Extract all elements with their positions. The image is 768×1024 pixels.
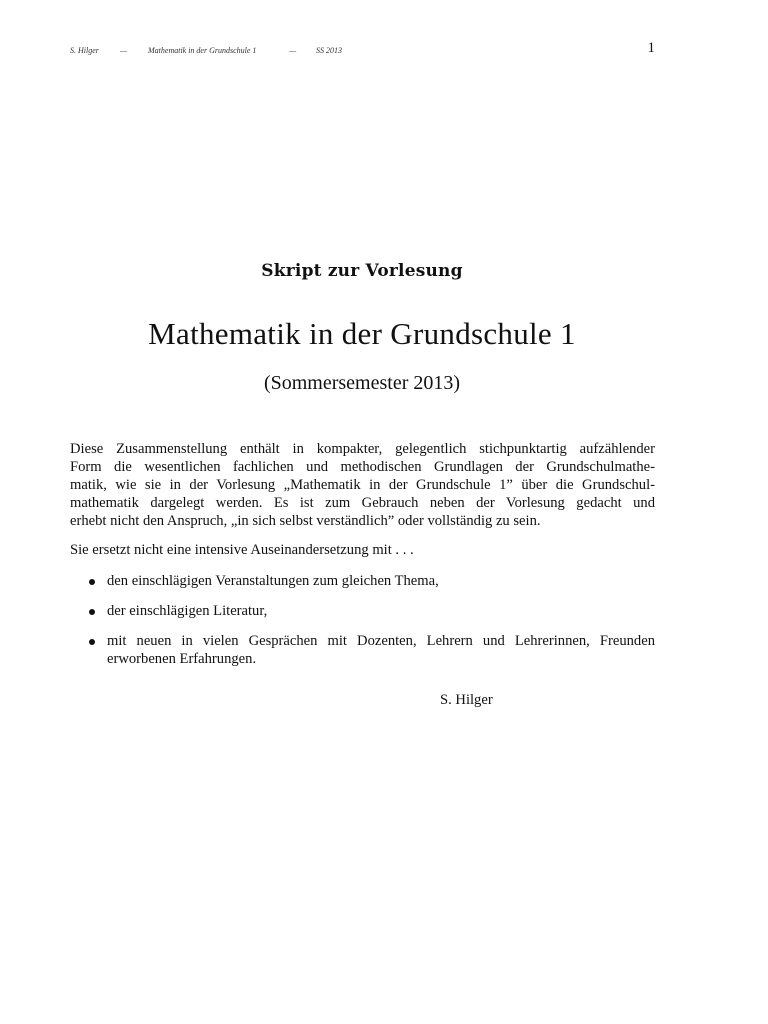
bullet-icon (89, 609, 95, 615)
intro-line: mathematik dargelegt werden. Es ist zum Gebrauch neben der Vorlesung gedacht und (70, 495, 655, 511)
document-semester: (Sommersemester 2013) (263, 372, 461, 394)
running-header (70, 44, 690, 60)
bullet-list (70, 572, 655, 680)
intro-line: matik, wie sie in der Vorlesung „Mathematik in der Grundschule 1” über die Grundschul- (70, 477, 655, 493)
intro-line: Form die wesentlichen fachlichen und methodischen Grundlagen der Grundschulmathe- (70, 459, 655, 475)
page-number: 1 (647, 40, 655, 56)
header-separator: — (120, 46, 128, 55)
document-subtitle: Skript zur Vorlesung (261, 261, 463, 281)
list-item-text: den einschlägigen Veranstaltungen zum gleichen Thema, (107, 573, 439, 589)
intro-line: Diese Zusammenstellung enthält in kompakter, gelegentlich stichpunktartig aufzählender (70, 441, 655, 457)
list-item-text: der einschlägigen Literatur, (107, 603, 268, 619)
bullet-icon (89, 579, 95, 585)
lead-sentence: Sie ersetzt nicht eine intensive Auseinandersetzung mit . . . (70, 542, 414, 558)
intro-paragraph (70, 440, 655, 530)
list-item-text: mit neuen in vielen Gesprächen mit Dozenten, Lehrern und Lehrerinnen, Freunden erworbenen Erfahrungen. (107, 633, 655, 667)
intro-line: erhebt nicht den Anspruch, „in sich selbst verständlich” oder vollständig zu sein. (70, 513, 541, 529)
list-item (70, 572, 655, 590)
header-separator: — (289, 46, 297, 55)
header-course: Mathematik in der Grundschule 1 (148, 46, 257, 55)
bullet-icon (89, 639, 95, 645)
document-title: Mathematik in der Grundschule 1 (148, 316, 576, 351)
header-semester: SS 2013 (316, 46, 342, 55)
list-item (70, 602, 655, 620)
list-item (70, 632, 655, 668)
header-author: S. Hilger (70, 46, 99, 55)
author-signature: S. Hilger (440, 692, 493, 708)
